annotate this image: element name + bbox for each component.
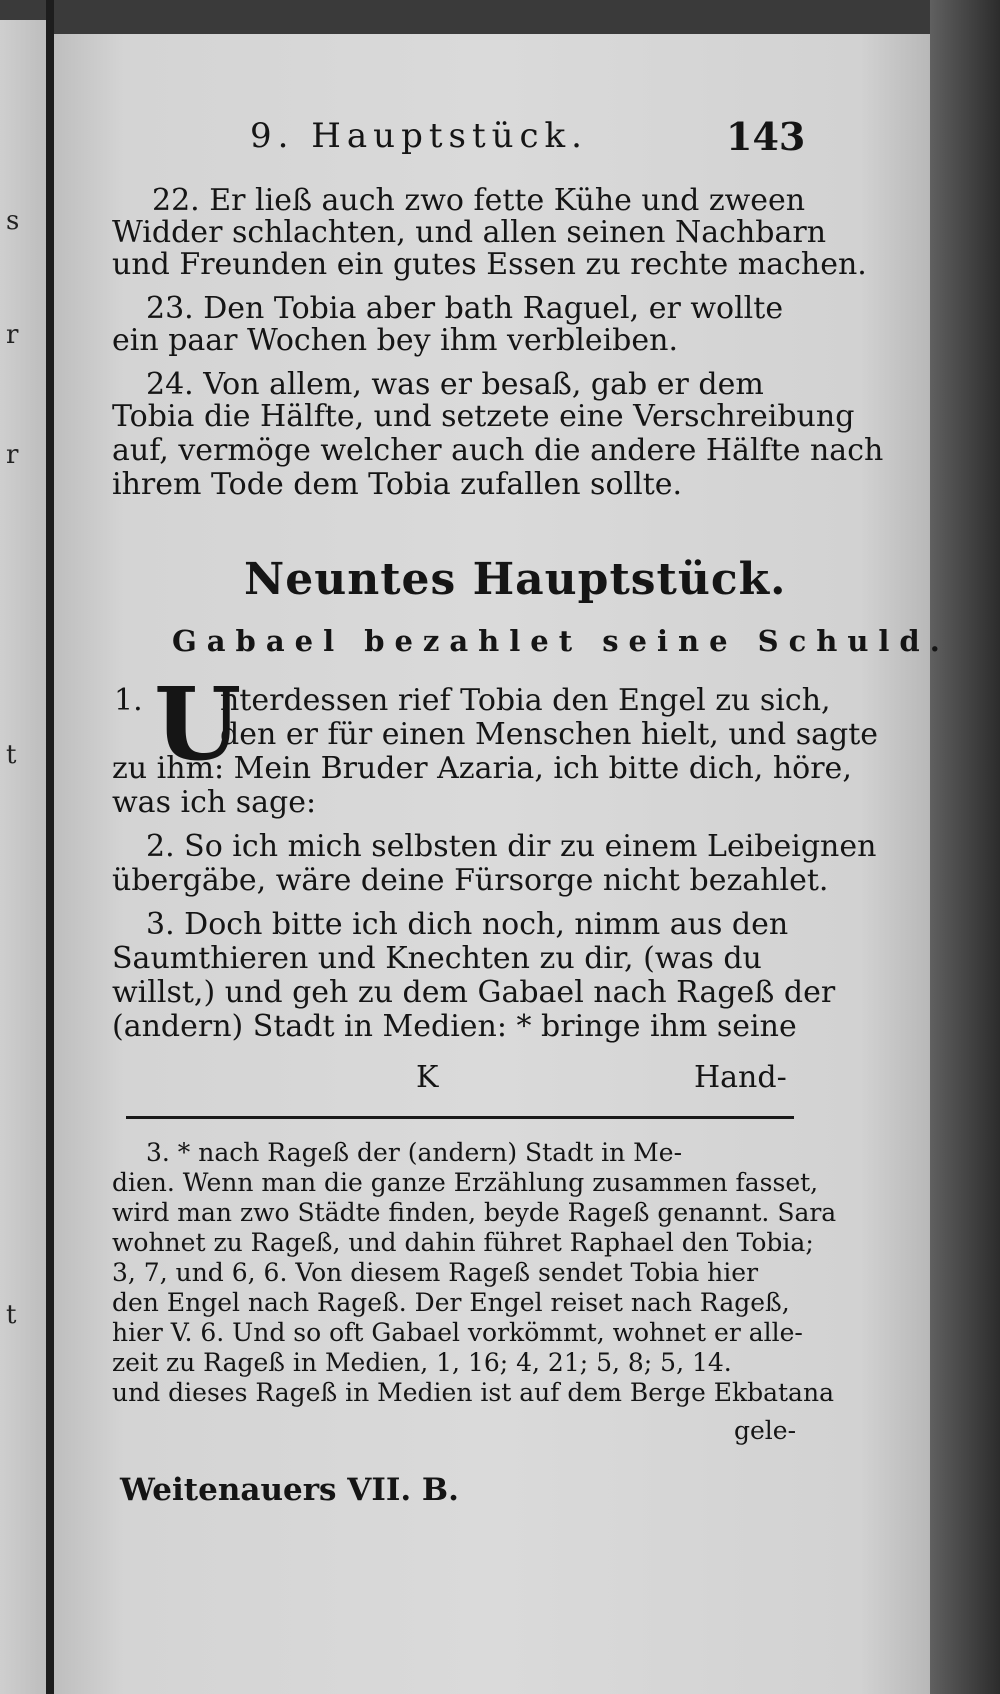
footnote-line: wohnet zu Rageß, und dahin führet Raphael den Tobia; bbox=[112, 1228, 814, 1257]
signature-mark: K bbox=[416, 1060, 439, 1095]
verse-line: willst,) und geh zu dem Gabael nach Rageß der bbox=[112, 975, 836, 1010]
verse-line: 24. Von allem, was er besaß, gab er dem bbox=[146, 367, 764, 402]
book-gutter bbox=[46, 0, 54, 1694]
running-title: 9. Hauptstück. bbox=[250, 116, 588, 156]
footnote-line: wird man zwo Städte finden, beyde Rageß genannt. Sara bbox=[112, 1198, 837, 1227]
left-page-fragment: s bbox=[6, 206, 20, 236]
footnote-line: den Engel nach Rageß. Der Engel reiset nach Rageß, bbox=[112, 1288, 790, 1317]
left-page-fragment: t bbox=[6, 740, 17, 770]
verse-line: und Freunden ein gutes Essen zu rechte machen. bbox=[112, 247, 867, 282]
book-page bbox=[54, 34, 950, 1694]
footnote-rule bbox=[126, 1116, 794, 1119]
verse-line: ihrem Tode dem Tobia zufallen sollte. bbox=[112, 467, 683, 502]
verse-line: übergäbe, wäre deine Fürsorge nicht bezahlet. bbox=[112, 863, 829, 898]
left-page-fragment: r bbox=[6, 440, 19, 470]
footnote-line: dien. Wenn man die ganze Erzählung zusammen fasset, bbox=[112, 1168, 819, 1197]
left-page-fragment: t bbox=[6, 1300, 17, 1330]
verse-line: Widder schlachten, und allen seinen Nachbarn bbox=[112, 215, 827, 250]
footnote-catchword: gele- bbox=[734, 1416, 797, 1445]
chapter-heading: Neuntes Hauptstück. bbox=[244, 554, 787, 605]
footnote-line: 3, 7, und 6, 6. Von diesem Rageß sendet Tobia hier bbox=[112, 1258, 759, 1287]
footnote-line: und dieses Rageß in Medien ist auf dem Berge Ekbatana bbox=[112, 1378, 834, 1407]
footnote-line: hier V. 6. Und so oft Gabael vorkömmt, wohnet er alle- bbox=[112, 1318, 803, 1347]
left-page-fragment: r bbox=[6, 320, 19, 350]
verse-line: (andern) Stadt in Medien: * bringe ihm seine bbox=[112, 1009, 797, 1044]
verse-line: ein paar Wochen bey ihm verbleiben. bbox=[112, 323, 679, 358]
drop-cap: U bbox=[154, 665, 242, 783]
verse-line: 3. Doch bitte ich dich noch, nimm aus den bbox=[146, 907, 789, 942]
left-page-edge bbox=[0, 20, 46, 1694]
verse-number: 1. bbox=[114, 683, 143, 718]
chapter-summary: Gabael bezahlet seine Schuld. bbox=[172, 624, 950, 658]
verse-line: Tobia die Hälfte, und setzete eine Verschreibung bbox=[112, 399, 855, 434]
catchword: Hand- bbox=[694, 1060, 787, 1095]
verse-line: zu ihm: Mein Bruder Azaria, ich bitte dich, höre, bbox=[112, 751, 852, 786]
verse-line: 2. So ich mich selbsten dir zu einem Leibeignen bbox=[146, 829, 877, 864]
footnote-line: 3. * nach Rageß der (andern) Stadt in Me- bbox=[146, 1138, 683, 1167]
book-edge bbox=[930, 0, 1000, 1694]
page-number: 143 bbox=[726, 114, 806, 159]
verse-line: Saumthieren und Knechten zu dir, (was du bbox=[112, 941, 762, 976]
footnote-line: zeit zu Rageß in Medien, 1, 16; 4, 21; 5, 8; 5, 14. bbox=[112, 1348, 732, 1377]
verse-line: was ich sage: bbox=[112, 785, 317, 820]
verse-line: 22. Er ließ auch zwo fette Kühe und zween bbox=[152, 183, 806, 218]
verse-line: nterdessen rief Tobia den Engel zu sich, bbox=[220, 683, 831, 718]
bottom-signature: Weitenauers VII. B. bbox=[120, 1472, 459, 1508]
verse-line: 23. Den Tobia aber bath Raguel, er wollte bbox=[146, 291, 784, 326]
verse-line: den er für einen Menschen hielt, und sagte bbox=[220, 717, 879, 752]
verse-line: auf, vermöge welcher auch die andere Hälfte nach bbox=[112, 433, 884, 468]
